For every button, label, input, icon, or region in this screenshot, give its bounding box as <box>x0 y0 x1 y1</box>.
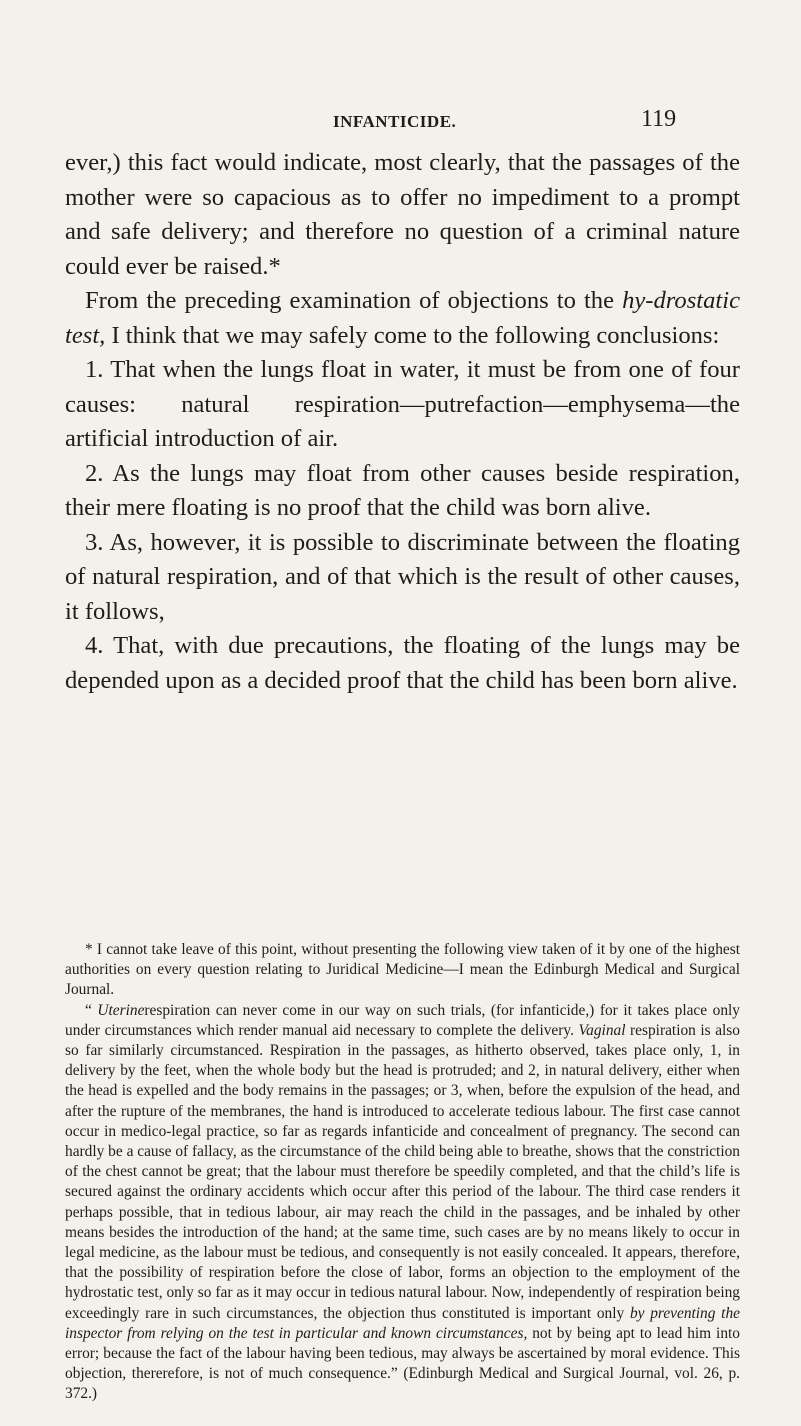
conclusion-4: 4. That, with due precautions, the floating of the lungs may be depended upon as a decided proof that the child has been born alive. <box>65 632 740 694</box>
italic-term: hy-drostatic test, <box>65 287 740 349</box>
footnote-paragraph-2 <box>65 1001 740 1405</box>
conclusion-2: 2. As the lungs may float from other causes beside respiration, their mere floating is no proof that the child was born alive. <box>65 459 740 521</box>
paragraph-text: From the preceding examination of objections to the <box>85 287 623 314</box>
paragraph-text: I think that we may safely come to the following conclusions: <box>105 321 720 349</box>
footnote-text: respiration can never come in our way on such trials, (for infanticide,) for it takes place only under circumstances which render manual aid necessary to complete the delivery. <box>65 1001 740 1039</box>
footnote-text: not by being apt to lead him into error; because the fact of the labour having been tedious, may always be ascertained by moral evidence. This objection, thererefore, is not of much consequence.” (Edinburgh Medical and Surgical Journal, vol. 26, p. 372.) <box>65 1324 740 1403</box>
footnote-text: respiration is also so far similarly circumstanced. Respiration in the passages, as hitherto observed, takes place only, 1, in delivery by the feet, when the whole body but the head is protruded; and 2, in natural delivery, either when the head is expelled and the body remains in the passages; or 3, when, before the expulsion of the head, and after the rupture of the membranes, the hand is introduced to accelerate tedious labour. The first case cannot occur in medico-legal practice, so far as regards infanticide and concealment of pregnancy. The second can hardly be a cause of fallacy, as the circumstance of the child being able to breathe, shows that the constriction of the chest cannot be great; that the labour must therefore be speedily completed, and that the child’s life is secured against the ordinary accidents which occur after this period of the labour. The third case renders it perhaps possible, that in tedious labour, air may reach the child in the passages, and be inhaled by other means besides the introduction of the hand; at the same time, such cases are by no means likely to occur in legal medicine, as the labour must be tedious, and consequently is not easily concealed. It appears, therefore, that the possibility of respiration before the close of labor, forms an objection to the employment of the hydrostatic test, only so far as it may occur in tedious natural labour. Now, independently of respiration being exceedingly rare in such circumstances, the objection thus constituted is important only <box>65 1021 740 1322</box>
paragraph-conclusions-intro <box>65 284 740 353</box>
footnote <box>65 940 740 1405</box>
footnote-paragraph-1: * I cannot take leave of this point, without presenting the following view taken of it by one of the highest authorities on every question relating to Juridical Medicine—I mean the Edinburgh Medical and Surgical Journal. <box>65 941 740 999</box>
paragraph-continuation: ever,) this fact would indicate, most clearly, that the passages of the mother were so capacious as to offer no impediment to a prompt and safe delivery; and therefore no question of a criminal nature could ever be raised.* <box>65 149 740 280</box>
running-title: INFANTICIDE. <box>333 112 457 131</box>
footnote-quote-open: “ <box>85 1001 98 1019</box>
main-text <box>65 146 740 698</box>
italic-phrase: by preventing the inspector from relying on the test in particular and known circumstances, <box>65 1304 740 1342</box>
italic-term: Vaginal <box>578 1021 626 1039</box>
italic-term: Uterine <box>97 1001 145 1019</box>
running-head <box>0 104 801 134</box>
conclusion-3: 3. As, however, it is possible to discriminate between the floating of natural respiration, and of that which is the result of other causes, it follows, <box>65 528 740 625</box>
conclusion-1: 1. That when the lungs float in water, it must be from one of four causes: natural respiration—putrefaction—emphysema—the artificial introduction of air. <box>65 356 740 452</box>
page-number: 119 <box>641 106 677 132</box>
